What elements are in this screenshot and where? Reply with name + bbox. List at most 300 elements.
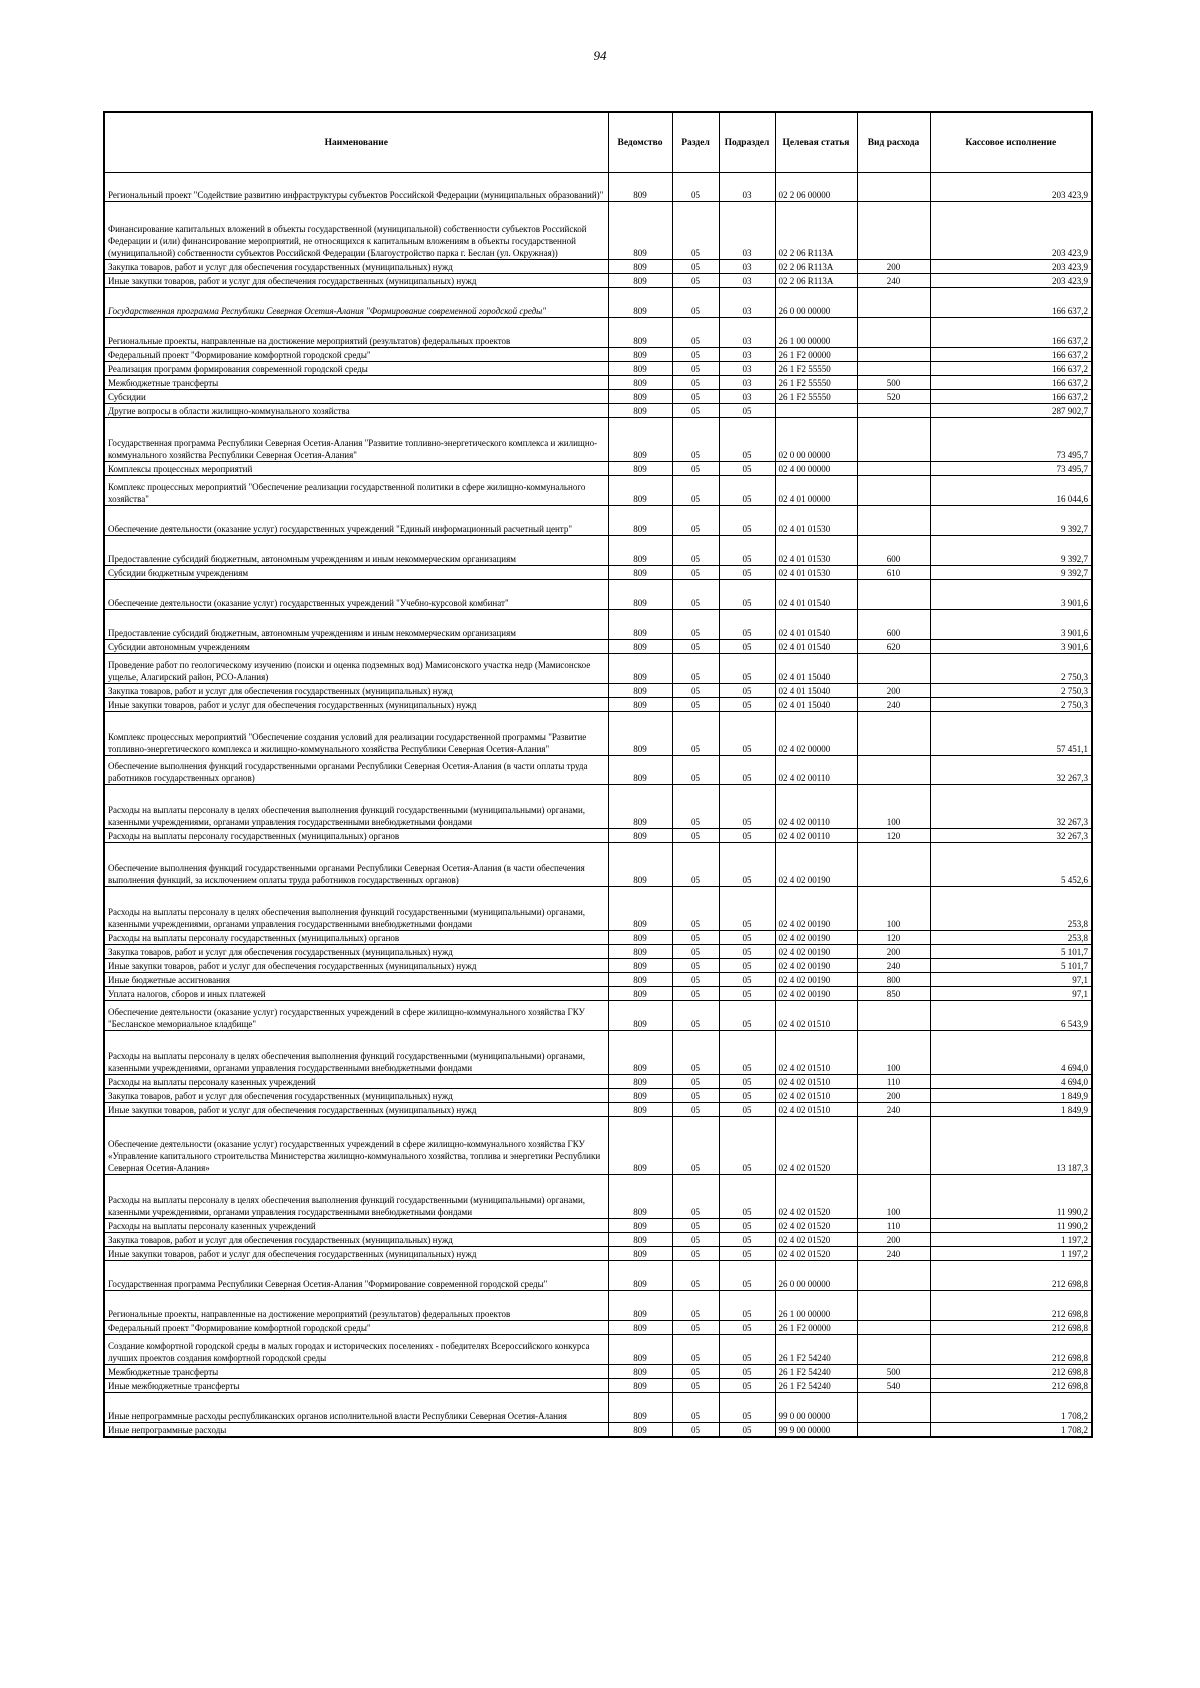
row-amount: 9 392,7 [930,566,1092,580]
row-amount: 32 267,3 [930,756,1092,785]
row-subsection: 05 [719,1423,775,1437]
row-amount: 3 901,6 [930,580,1092,610]
table-row [104,288,1092,318]
row-section: 05 [672,959,719,973]
row-amount: 16 044,6 [930,476,1092,506]
row-subsection: 05 [719,1103,775,1117]
table-row [104,1291,1092,1321]
row-amount: 166 637,2 [930,348,1092,362]
row-amount: 97,1 [930,973,1092,987]
row-amount: 212 698,8 [930,1365,1092,1379]
row-amount: 73 495,7 [930,418,1092,462]
row-subsection: 05 [719,1379,775,1393]
row-name: Расходы на выплаты персоналу казенных учреждений [104,1219,608,1233]
row-article: 02 4 02 01520 [775,1175,857,1219]
row-exptype: 200 [857,1233,930,1247]
row-article: 02 4 00 00000 [775,462,857,476]
row-exptype [857,1393,930,1423]
table-row [104,931,1092,945]
row-exptype: 100 [857,887,930,931]
row-article: 26 1 F2 54240 [775,1379,857,1393]
row-subsection: 05 [719,506,775,536]
row-name: Расходы на выплаты персоналу в целях обеспечения выполнения функций государственными (муниципальными) органами, казенными учреждениями, органами управления государственными внебюджетными фондами [104,785,608,829]
row-name: Комплекс процессных мероприятий "Обеспечение реализации государственной политики в сфере жилищно-коммунального хозяйства" [104,476,608,506]
row-article: 02 4 02 00110 [775,829,857,843]
row-amount: 212 698,8 [930,1321,1092,1335]
row-subsection: 05 [719,887,775,931]
row-amount: 1 197,2 [930,1247,1092,1261]
row-exptype: 500 [857,376,930,390]
row-article: 02 2 06 R113A [775,274,857,288]
row-section: 05 [672,1321,719,1335]
row-dept: 809 [608,1291,672,1321]
row-name: Другие вопросы в области жилищно-коммунального хозяйства [104,404,608,418]
row-dept: 809 [608,1261,672,1291]
table-row [104,654,1092,684]
row-article: 02 4 02 00190 [775,945,857,959]
row-exptype: 500 [857,1365,930,1379]
row-dept: 809 [608,390,672,404]
row-exptype [857,476,930,506]
row-amount: 1 708,2 [930,1423,1092,1437]
table-row [104,1233,1092,1247]
row-exptype: 110 [857,1075,930,1089]
row-section: 05 [672,1103,719,1117]
table-row [104,959,1092,973]
row-section: 05 [672,362,719,376]
row-section: 05 [672,887,719,931]
row-dept: 809 [608,887,672,931]
row-amount: 253,8 [930,931,1092,945]
row-dept: 809 [608,1103,672,1117]
row-dept: 809 [608,1247,672,1261]
row-name: Иные закупки товаров, работ и услуг для обеспечения государственных (муниципальных) нужд [104,959,608,973]
row-dept: 809 [608,362,672,376]
row-dept: 809 [608,1031,672,1075]
row-name: Закупка товаров, работ и услуг для обеспечения государственных (муниципальных) нужд [104,1089,608,1103]
row-section: 05 [672,1233,719,1247]
row-name: Иные межбюджетные трансферты [104,1379,608,1393]
row-subsection: 05 [719,580,775,610]
row-subsection: 05 [719,476,775,506]
row-article: 02 4 01 01540 [775,610,857,640]
table-row [104,1075,1092,1089]
row-subsection: 05 [719,756,775,785]
row-name: Расходы на выплаты персоналу в целях обеспечения выполнения функций государственными (муниципальными) органами, казенными учреждениями, органами управления государственными внебюджетными фондами [104,1031,608,1075]
row-article: 02 4 02 00190 [775,887,857,931]
row-subsection: 05 [719,1393,775,1423]
row-amount: 166 637,2 [930,362,1092,376]
row-amount: 166 637,2 [930,390,1092,404]
row-article: 02 4 01 01540 [775,580,857,610]
row-amount: 203 423,9 [930,202,1092,260]
row-exptype: 120 [857,931,930,945]
row-article: 02 4 02 00110 [775,785,857,829]
table-body [104,173,1092,1437]
row-subsection: 05 [719,1117,775,1175]
row-section: 05 [672,288,719,318]
row-exptype: 200 [857,260,930,274]
table-row [104,1247,1092,1261]
row-exptype [857,1423,930,1437]
row-amount: 9 392,7 [930,506,1092,536]
row-article: 02 4 01 00000 [775,476,857,506]
table-row [104,274,1092,288]
row-article: 02 4 01 01530 [775,536,857,566]
row-section: 05 [672,476,719,506]
row-exptype [857,462,930,476]
row-section: 05 [672,173,719,202]
table-row [104,684,1092,698]
table-row [104,1379,1092,1393]
row-exptype [857,1321,930,1335]
row-amount: 212 698,8 [930,1261,1092,1291]
row-article: 02 2 06 R113A [775,202,857,260]
row-section: 05 [672,418,719,462]
row-section: 05 [672,945,719,959]
row-article: 26 1 F2 55550 [775,376,857,390]
row-dept: 809 [608,566,672,580]
header-amount: Кассовое исполнение [930,112,1092,173]
table-row [104,945,1092,959]
row-subsection: 03 [719,260,775,274]
row-dept: 809 [608,476,672,506]
row-dept: 809 [608,1335,672,1365]
row-dept: 809 [608,173,672,202]
table-row [104,404,1092,418]
row-dept: 809 [608,376,672,390]
row-section: 05 [672,1001,719,1031]
row-amount: 203 423,9 [930,260,1092,274]
row-name: Реализация программ формирования современной городской среды [104,362,608,376]
row-dept: 809 [608,202,672,260]
row-dept: 809 [608,756,672,785]
row-section: 05 [672,348,719,362]
row-subsection: 05 [719,931,775,945]
row-exptype: 240 [857,698,930,712]
row-section: 05 [672,1175,719,1219]
row-amount: 2 750,3 [930,698,1092,712]
row-dept: 809 [608,1379,672,1393]
row-exptype: 240 [857,274,930,288]
row-exptype: 100 [857,785,930,829]
row-dept: 809 [608,654,672,684]
row-dept: 809 [608,506,672,536]
row-exptype [857,756,930,785]
row-subsection: 05 [719,418,775,462]
row-exptype: 850 [857,987,930,1001]
row-section: 05 [672,756,719,785]
table-row [104,843,1092,887]
row-article: 02 4 01 01530 [775,506,857,536]
row-subsection: 05 [719,654,775,684]
row-amount: 5 452,6 [930,843,1092,887]
row-subsection: 05 [719,1365,775,1379]
row-name: Региональный проект "Содействие развитию инфраструктуры субъектов Российской Федерации (муниципальных образований)" [104,173,608,202]
row-section: 05 [672,829,719,843]
row-exptype: 100 [857,1031,930,1075]
row-subsection: 05 [719,785,775,829]
row-amount: 212 698,8 [930,1291,1092,1321]
row-subsection: 05 [719,1233,775,1247]
row-name: Расходы на выплаты персоналу государственных (муниципальных) органов [104,931,608,945]
row-amount: 2 750,3 [930,684,1092,698]
row-subsection: 05 [719,987,775,1001]
row-subsection: 03 [719,362,775,376]
row-amount: 203 423,9 [930,173,1092,202]
table-row [104,1001,1092,1031]
row-name: Комплексы процессных мероприятий [104,462,608,476]
row-dept: 809 [608,536,672,566]
row-amount: 2 750,3 [930,654,1092,684]
row-exptype [857,1335,930,1365]
row-subsection: 05 [719,1247,775,1261]
row-exptype [857,404,930,418]
row-name: Предоставление субсидий бюджетным, автономным учреждениям и иным некоммерческим организациям [104,536,608,566]
row-section: 05 [672,973,719,987]
row-section: 05 [672,202,719,260]
row-subsection: 05 [719,610,775,640]
row-dept: 809 [608,580,672,610]
row-article: 02 4 01 15040 [775,684,857,698]
row-amount: 13 187,3 [930,1117,1092,1175]
row-section: 05 [672,404,719,418]
row-amount: 1 708,2 [930,1393,1092,1423]
row-section: 05 [672,462,719,476]
row-name: Финансирование капитальных вложений в объекты государственной (муниципальной) собственности субъектов Российской Федерации и (или) финансирование мероприятий, не относящихся к капитальным вложениям в объекты государственной (муниципальной) собственности субъектов Российской Федерации (Благоустройство парка г. Беслан (ул. Окружная)) [104,202,608,260]
row-dept: 809 [608,931,672,945]
row-subsection: 05 [719,1089,775,1103]
row-subsection: 05 [719,698,775,712]
row-article: 02 4 02 01520 [775,1219,857,1233]
row-section: 05 [672,506,719,536]
table-row [104,536,1092,566]
row-dept: 809 [608,987,672,1001]
row-amount: 1 849,9 [930,1089,1092,1103]
row-exptype [857,1261,930,1291]
row-amount: 253,8 [930,887,1092,931]
row-subsection: 03 [719,288,775,318]
row-name: Расходы на выплаты персоналу казенных учреждений [104,1075,608,1089]
row-section: 05 [672,1261,719,1291]
table-row [104,476,1092,506]
row-name: Государственная программа Республики Северная Осетия-Алания "Развитие топливно-энергетического комплекса и жилищно-коммунального хозяйства Республики Северная Осетия-Алания" [104,418,608,462]
row-section: 05 [672,1089,719,1103]
row-section: 05 [672,684,719,698]
row-exptype: 120 [857,829,930,843]
row-subsection: 05 [719,973,775,987]
row-section: 05 [672,580,719,610]
row-section: 05 [672,1379,719,1393]
row-subsection: 05 [719,404,775,418]
row-article: 26 1 00 00000 [775,1291,857,1321]
table-row [104,202,1092,260]
row-section: 05 [672,1393,719,1423]
row-article: 02 4 02 01520 [775,1247,857,1261]
row-dept: 809 [608,973,672,987]
row-dept: 809 [608,1365,672,1379]
row-exptype: 540 [857,1379,930,1393]
row-exptype [857,1291,930,1321]
row-amount: 11 990,2 [930,1219,1092,1233]
row-article: 02 4 02 01510 [775,1001,857,1031]
row-subsection: 05 [719,536,775,566]
row-dept: 809 [608,1423,672,1437]
row-article: 02 4 02 00110 [775,756,857,785]
row-subsection: 03 [719,318,775,348]
row-section: 05 [672,1247,719,1261]
row-dept: 809 [608,404,672,418]
row-dept: 809 [608,1175,672,1219]
row-name: Закупка товаров, работ и услуг для обеспечения государственных (муниципальных) нужд [104,684,608,698]
row-name: Федеральный проект "Формирование комфортной городской среды" [104,348,608,362]
row-exptype [857,712,930,756]
row-article: 02 4 02 01520 [775,1117,857,1175]
table-row [104,1393,1092,1423]
row-amount: 57 451,1 [930,712,1092,756]
row-section: 05 [672,712,719,756]
row-exptype [857,1117,930,1175]
row-article: 26 0 00 00000 [775,1261,857,1291]
table-row [104,566,1092,580]
table-row [104,1423,1092,1437]
row-name: Обеспечение деятельности (оказание услуг) государственных учреждений в сфере жилищно-коммунального хозяйства ГКУ «Управление капитального строительства Министерства жилищно-коммунального хозяйства, топлива и энергетики Республики Северная Осетия-Алания» [104,1117,608,1175]
row-section: 05 [672,536,719,566]
row-dept: 809 [608,945,672,959]
row-dept: 809 [608,829,672,843]
row-dept: 809 [608,260,672,274]
header-subsection: Подраздел [719,112,775,173]
row-name: Иные закупки товаров, работ и услуг для обеспечения государственных (муниципальных) нужд [104,1247,608,1261]
row-section: 05 [672,931,719,945]
row-amount: 1 197,2 [930,1233,1092,1247]
table-row [104,1219,1092,1233]
row-dept: 809 [608,274,672,288]
row-subsection: 05 [719,1175,775,1219]
row-exptype [857,418,930,462]
row-amount: 212 698,8 [930,1379,1092,1393]
row-name: Обеспечение выполнения функций государственными органами Республики Северная Осетия-Алания (в части обеспечения выполнения функций, за исключением оплаты труда работников государственных органов) [104,843,608,887]
row-dept: 809 [608,959,672,973]
row-exptype [857,173,930,202]
row-section: 05 [672,1291,719,1321]
row-subsection: 05 [719,462,775,476]
row-name: Закупка товаров, работ и услуг для обеспечения государственных (муниципальных) нужд [104,945,608,959]
row-amount: 5 101,7 [930,959,1092,973]
row-dept: 809 [608,712,672,756]
row-section: 05 [672,390,719,404]
header-exptype: Вид расхода [857,112,930,173]
row-article: 99 0 00 00000 [775,1393,857,1423]
row-section: 05 [672,698,719,712]
table-row [104,1365,1092,1379]
row-section: 05 [672,260,719,274]
row-exptype [857,1001,930,1031]
row-article: 02 4 02 01510 [775,1031,857,1075]
row-exptype [857,202,930,260]
row-exptype: 100 [857,1175,930,1219]
row-dept: 809 [608,1219,672,1233]
table-row [104,698,1092,712]
table-row [104,376,1092,390]
row-name: Государственная программа Республики Северная Осетия-Алания "Формирование современной городской среды" [104,1261,608,1291]
row-article: 02 4 01 01530 [775,566,857,580]
table-row [104,318,1092,348]
row-exptype: 200 [857,1089,930,1103]
row-amount: 287 902,7 [930,404,1092,418]
row-section: 05 [672,1365,719,1379]
row-name: Предоставление субсидий бюджетным, автономным учреждениям и иным некоммерческим организациям [104,610,608,640]
row-name: Региональные проекты, направленные на достижение мероприятий (результатов) федеральных проектов [104,318,608,348]
row-article: 02 4 01 01540 [775,640,857,654]
row-name: Расходы на выплаты персоналу государственных (муниципальных) органов [104,829,608,843]
row-exptype: 600 [857,610,930,640]
row-exptype: 240 [857,1103,930,1117]
row-name: Иные закупки товаров, работ и услуг для обеспечения государственных (муниципальных) нужд [104,1103,608,1117]
row-amount: 166 637,2 [930,288,1092,318]
row-dept: 809 [608,684,672,698]
row-exptype: 620 [857,640,930,654]
row-article: 02 4 02 01520 [775,1233,857,1247]
row-section: 05 [672,1335,719,1365]
row-section: 05 [672,843,719,887]
row-section: 05 [672,654,719,684]
row-dept: 809 [608,1089,672,1103]
row-amount: 4 694,0 [930,1031,1092,1075]
row-article: 26 1 F2 00000 [775,348,857,362]
row-dept: 809 [608,462,672,476]
table-row [104,1089,1092,1103]
row-exptype [857,654,930,684]
page-number: 94 [593,48,607,63]
row-subsection: 05 [719,843,775,887]
table-row [104,362,1092,376]
row-subsection: 05 [719,1219,775,1233]
row-article: 02 4 01 15040 [775,698,857,712]
row-article: 26 1 F2 55550 [775,390,857,404]
row-subsection: 05 [719,1321,775,1335]
row-name: Иные непрограммные расходы республиканских органов исполнительной власти Республики Северная Осетия-Алания [104,1393,608,1423]
row-section: 05 [672,1117,719,1175]
row-name: Расходы на выплаты персоналу в целях обеспечения выполнения функций государственными (муниципальными) органами, казенными учреждениями, органами управления государственными внебюджетными фондами [104,1175,608,1219]
row-exptype: 610 [857,566,930,580]
row-exptype [857,288,930,318]
row-amount: 4 694,0 [930,1075,1092,1089]
row-section: 05 [672,376,719,390]
row-subsection: 03 [719,348,775,362]
row-dept: 809 [608,1117,672,1175]
row-amount: 212 698,8 [930,1335,1092,1365]
row-dept: 809 [608,348,672,362]
row-article: 02 4 02 00190 [775,931,857,945]
row-subsection: 03 [719,274,775,288]
table-row [104,1261,1092,1291]
row-subsection: 05 [719,640,775,654]
row-name: Уплата налогов, сборов и иных платежей [104,987,608,1001]
row-subsection: 05 [719,1335,775,1365]
row-amount: 9 392,7 [930,536,1092,566]
row-article: 26 1 F2 54240 [775,1365,857,1379]
row-section: 05 [672,566,719,580]
row-article: 26 1 00 00000 [775,318,857,348]
row-name: Обеспечение деятельности (оказание услуг) государственных учреждений в сфере жилищно-коммунального хозяйства ГКУ "Бесланское мемориальное кладбище" [104,1001,608,1031]
row-section: 05 [672,274,719,288]
row-dept: 809 [608,640,672,654]
row-subsection: 05 [719,945,775,959]
row-subsection: 05 [719,684,775,698]
row-dept: 809 [608,785,672,829]
row-name: Проведение работ по геологическому изучению (поиски и оценка подземных вод) Мамисонского участка недр (Мамисонское ущелье, Алагирский район, РСО-Алания) [104,654,608,684]
